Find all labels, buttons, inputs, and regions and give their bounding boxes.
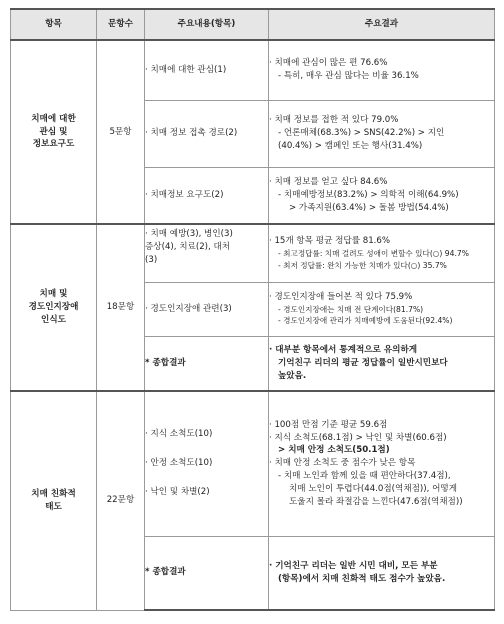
result-cell: · 치매 정보를 접한 적 있다 79.0% - 언론매체(68.3%) > SNS(42.2%) > 지인 (40.4%) > 캠페인 또는 행사(31.4%) <box>269 100 495 167</box>
header-row <box>11 9 495 40</box>
item-cell: · 치매 정보 접촉 경로(2) <box>145 100 269 167</box>
result-cell: · 치매에 관심이 많은 편 76.6% - 특히, 매우 관심 많다는 비율 36.1% <box>269 40 495 100</box>
header-content: 주요내용(항목) <box>145 9 269 40</box>
header-result: 주요결과 <box>269 9 495 40</box>
table-row <box>11 224 495 282</box>
summary-result: · 기억친구 리더는 일반 시민 대비, 모든 부분 (항목)에서 치매 친화적 태도 점수가 높았음. <box>269 536 495 610</box>
count-cell: 5문항 <box>97 40 145 224</box>
category-cell: 치매 친화적 태도 <box>11 391 97 610</box>
header-category: 항목 <box>11 9 97 40</box>
category-cell: 치매 및 경도인지장애 인식도 <box>11 224 97 391</box>
table-row <box>11 391 495 536</box>
item-cell: · 지식 소척도(10) · 안정 소척도(10) · 낙인 및 차별(2) <box>145 391 269 536</box>
summary-result: · 대부분 항목에서 통계적으로 유의하게 기억친구 리더의 평균 정답률이 일반시민보다 높았음. <box>269 336 495 391</box>
result-cell: · 치매 정보를 얻고 싶다 84.6% - 치매예방정보(83.2%) > 의학적 이해(64.9%) > 가족지원(63.4%) > 돌봄 방법(54.4%) <box>269 167 495 224</box>
item-cell: · 경도인지장애 관련(3) <box>145 282 269 336</box>
count-cell: 18문항 <box>97 224 145 391</box>
category-cell: 치매에 대한 관심 및 정보요구도 <box>11 40 97 224</box>
result-cell: · 15개 항목 평균 정답률 81.6% - 최고정답률: 치매 걸려도 성애이 변할수 있다(○) 94.7% - 최저 정답률: 완치 가능한 치매가 있다(○) 35.7% <box>269 224 495 282</box>
table-row <box>11 40 495 100</box>
result-cell: · 100점 만점 기준 평균 59.6점 · 지식 소척도(68.1점) > 낙인 및 차별(60.6점) > 치매 안정 소척도(50.1점) · 치매 안정 소척도 중 점수가 낮은 항목 - 치매 노인과 함께 있을 때 편안하다(37.4점), 치매 노인이 투렵다(44.0점(역채점)), 어떻게 도울지 몰라 좌절감을 느낀다(47.6점(역채점)) <box>269 391 495 536</box>
header-count: 문항수 <box>97 9 145 40</box>
result-cell: · 경도인지장애 들어본 적 있다 75.9% - 경도인지장애는 치매 전 단계이다(81.7%) - 경도인지장애 관리가 치매예방에 도움된다(92.4%) <box>269 282 495 336</box>
summary-label: * 종합결과 <box>145 536 269 610</box>
survey-summary-table <box>10 8 495 611</box>
summary-label: * 종합결과 <box>145 336 269 391</box>
item-cell: · 치매에 대한 관심(1) <box>145 40 269 100</box>
item-cell: · 치매 예방(3), 병인(3) 증상(4), 치료(2), 대처 (3) <box>145 224 269 282</box>
item-cell: · 치매정보 요구도(2) <box>145 167 269 224</box>
count-cell: 22문항 <box>97 391 145 610</box>
